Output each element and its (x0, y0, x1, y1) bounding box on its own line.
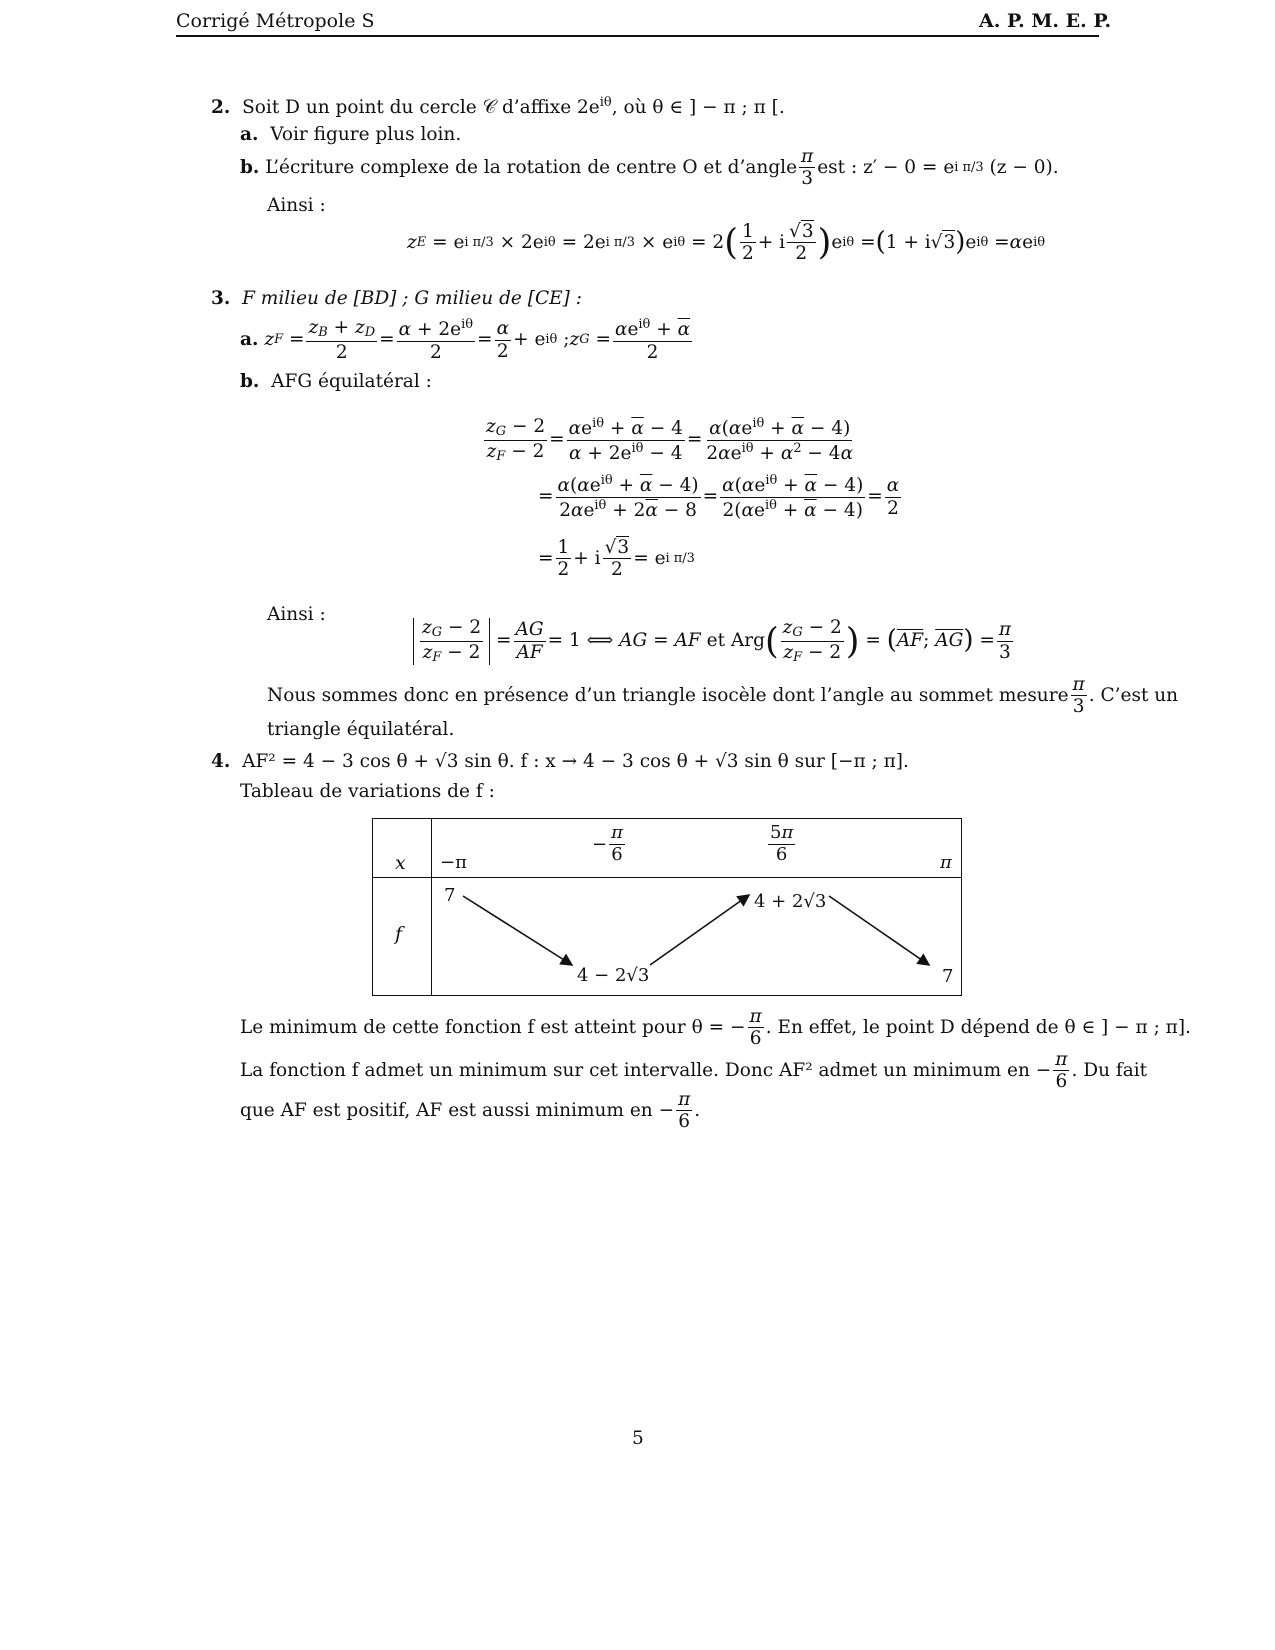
q3-number: 3. (211, 288, 231, 309)
q3-conclusion-1-text: Nous sommes donc en présence d’un triangle isocèle dont l’angle au sommet mesure (267, 684, 1069, 706)
variation-table (372, 818, 962, 996)
q2-intro-tail: , où θ ∈ ] − π ; π [. (611, 97, 785, 119)
q4-conclusion-3a: que AF est positif, AF est aussi minimum en − (240, 1099, 675, 1121)
q2-intro-text: Soit D un point du cercle 𝒞 d’affixe 2e (242, 97, 600, 119)
q3-intro-text: F milieu de [BD] ; G milieu de [CE] : (242, 288, 582, 309)
q3-derivation-line1: $\frac{z_G - 2}{z_F - 2}$ = $\frac{\alpha e^{i\theta} + \overline{\alpha} - 4}{\alpha + 2e^{i\theta} - 4}$ = $\frac{\alpha(\alpha e^{i\theta} + \overline{\alpha} - 4)}{2\alpha e^{i\theta} + \alpha^2 - 4\alpha}$ (486, 416, 854, 465)
table-f-header-cell (373, 878, 432, 996)
q4-conclusion-1a: Le minimum de cette fonction f est atteint pour θ = − (240, 1016, 746, 1038)
q2-equation-zE: z E = e i π/3 × 2e iθ = 2e i π/3 × e iθ = 2 ( $\frac{1}{2}$ + i $\frac{√3}{2}$ ) e iθ = ( 1 + i√ 3 ) e iθ = α e iθ (407, 221, 1046, 265)
table-x-value-2: − $\frac{\pi}{6}$ (592, 822, 623, 865)
q3-ainsi: Ainsi : (267, 604, 326, 625)
table-x-value-4: π (940, 852, 952, 873)
table-x-header-cell (373, 819, 432, 878)
q2-b: b. L’écriture complexe de la rotation de centre O et d’angle $\frac{\pi}{3}$ est : z′ − 0 = e i π/3 (z − 0). (240, 146, 1059, 190)
q4-conclusion-2: La fonction f admet un minimum sur cet intervalle. Donc AF² admet un minimum en − $\frac{\pi}{6}$ . Du fait (240, 1049, 1148, 1093)
q4-conclusion-3b: . (694, 1099, 701, 1121)
q3-derivation-line2: = $\frac{\alpha(\alpha e^{i\theta} + \overline{\alpha} - 4)}{2\alpha e^{i\theta} + 2\overline{\alpha} - 8}$ = $\frac{\alpha(\alpha e^{i\theta} + \overline{\alpha} - 4)}{2(\alpha e^{i\theta} + \overline{\alpha} - 4)}$ = $\frac{\alpha}{2}$ (538, 473, 900, 521)
table-f-label: f (395, 923, 403, 946)
q2-b-text: L’écriture complexe de la rotation de centre O et d’angle (265, 156, 798, 178)
q3-a-label: a. (240, 329, 259, 351)
table-x-value-3: $\frac{5\pi}{6}$ (770, 822, 794, 865)
q3-intro (211, 287, 582, 311)
q3-b-label: b. (240, 371, 260, 392)
arrow-decreasing-1 (463, 896, 572, 965)
table-x-value-1: −π (440, 852, 467, 873)
table-f-value-2: 4 − 2√3 (577, 965, 650, 987)
q4-number: 4. (211, 751, 231, 772)
page-number: 5 (632, 1428, 644, 1449)
q3-modulus-argument: $\frac{z_G - 2}{z_F - 2}$ = $\frac{AG}{AF}$ = 1 ⟺ AG = AF et Arg ( $\frac{z_G - 2}{z_F - 2}$ ) = ( $\overline{AF}$ ; $\overline{AG}$ ) = $\frac{\pi}{3}$ (413, 618, 1015, 665)
table-f-value-1: 7 (444, 885, 456, 907)
header-left: Corrigé Métropole S (176, 10, 375, 32)
q2-a (240, 123, 461, 147)
table-f-value-3: 4 + 2√3 (754, 891, 827, 913)
q2-number: 2. (211, 97, 231, 119)
table-x-label: x (395, 852, 406, 874)
q3-derivation-line3: = $\frac{1}{2}$ + i $\frac{√3}{2}$ = e i π/3 (538, 537, 695, 581)
q4-conclusion-3: que AF est positif, AF est aussi minimum en − $\frac{\pi}{6}$ . (240, 1089, 701, 1133)
q3-b (240, 370, 432, 394)
q2-b-label: b. (240, 156, 260, 178)
q3-conclusion-1-tail: . C’est un (1088, 684, 1179, 706)
q2-a-text: Voir figure plus loin. (270, 124, 462, 145)
arrow-increasing (650, 895, 749, 965)
header-right: A. P. M. E. P. (979, 10, 1112, 32)
q2-a-label: a. (240, 124, 259, 145)
q2-intro: 2. Soit D un point du cercle 𝒞 d’affixe $2e^{i\theta}$, où θ ∈ ] − π ; π [. (211, 95, 785, 119)
q2-b-tail2: (z − 0). (989, 156, 1059, 178)
q4-conclusion-2a: La fonction f admet un minimum sur cet intervalle. Donc AF² admet un minimum en − (240, 1059, 1052, 1081)
q4-conclusion-2b: . Du fait (1071, 1059, 1148, 1081)
pi-over-3-fraction: $\frac{\pi}{3}$ (801, 146, 814, 190)
q2-b-tail: est : z′ − 0 = e (817, 156, 955, 178)
q2-ainsi: Ainsi : (267, 195, 326, 216)
q4-tableau-title: Tableau de variations de f : (240, 781, 495, 802)
arrow-decreasing-2 (829, 896, 929, 965)
q3-a: a. z F = $\frac{z_B + z_D}{2}$ = $\frac{\alpha + 2e^{i\theta}}{2}$ = $\frac{\alpha}{2}$ + e iθ ; z G = $\frac{\alpha e^{i\theta} + \overline{\alpha}}{2}$ (240, 317, 691, 363)
q4-conclusion-1b: . En effet, le point D dépend de θ ∈ ] − π ; π]. (765, 1016, 1191, 1038)
header-rule (176, 35, 1099, 37)
q3-conclusion-2: triangle équilatéral. (267, 719, 455, 740)
q4-line1-text: AF² = 4 − 3 cos θ + √3 sin θ. f : x → 4 − 3 cos θ + √3 sin θ sur [−π ; π]. (242, 751, 909, 772)
q3-conclusion-1: Nous sommes donc en présence d’un triangle isocèle dont l’angle au sommet mesure $\frac{\pi}{3}$ . C’est un (267, 674, 1179, 718)
q3-b-text: AFG équilatéral : (271, 371, 432, 392)
table-x-values-cell (432, 819, 962, 878)
table-f-value-4: 7 (942, 966, 954, 988)
variation-arrows (432, 878, 962, 993)
q4-line1 (211, 750, 909, 774)
table-f-values-cell (432, 878, 962, 996)
q4-conclusion-1: Le minimum de cette fonction f est atteint pour θ = − $\frac{\pi}{6}$ . En effet, le point D dépend de θ ∈ ] − π ; π]. (240, 1006, 1191, 1050)
